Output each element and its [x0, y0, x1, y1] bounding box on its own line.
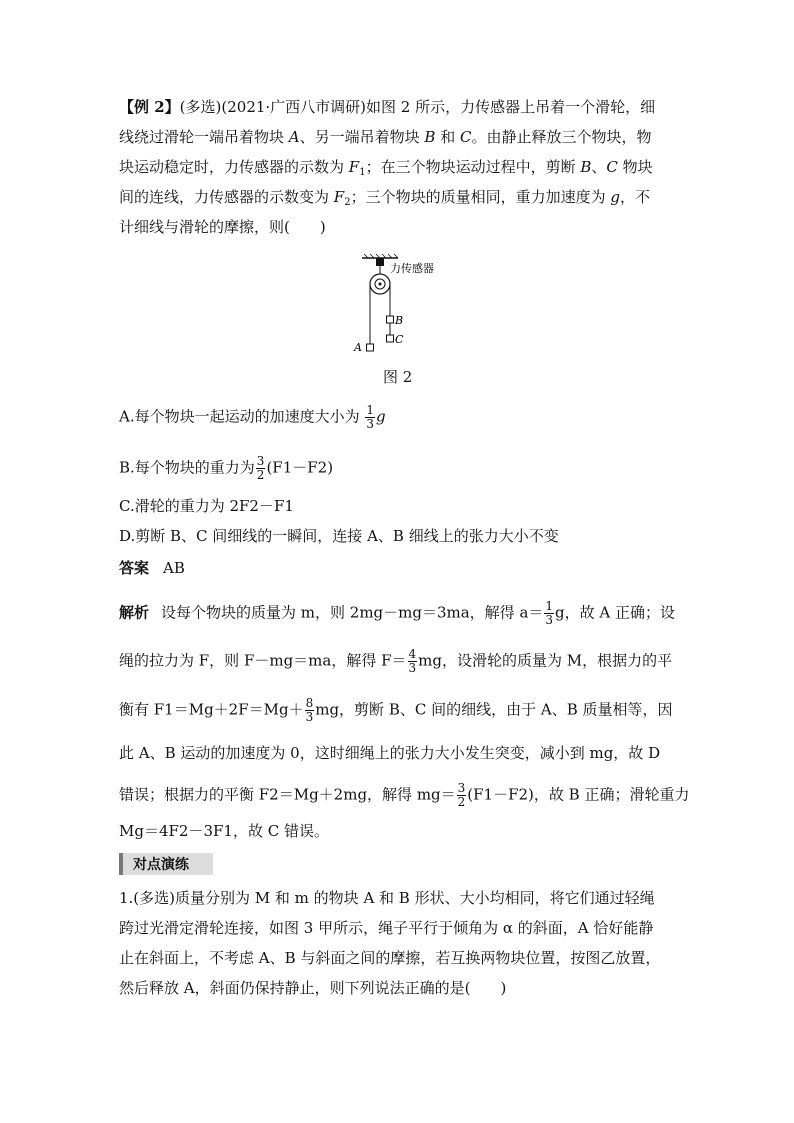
example-line-2: 线绕过滑轮一端吊着物块 A、另一端吊着物块 B 和 C。由静止释放三个物块，物	[119, 128, 652, 146]
example-line-1: 【例 2】(多选)(2021·广西八市调研)如图 2 所示，力传感器上吊着一个滑轮，细	[119, 98, 656, 116]
label-b: B	[395, 314, 404, 327]
pulley-diagram	[340, 252, 460, 364]
example-line-4: 间的连线，力传感器的示数变为 $F_2$；三个物块的质量相同，重力加速度为 g，不	[119, 188, 650, 208]
problem1-line-2: 跨过光滑定滑轮连接，如图 3 甲所示，绳子平行于倾角为 α 的斜面，A 恰好能静	[119, 919, 654, 937]
section-header	[119, 853, 213, 875]
problem1-line-3: 止在斜面上，不考虑 A、B 与斜面之间的摩擦，若互换两物块位置，按图乙放置，	[119, 949, 661, 967]
example-line-3: 块运动稳定时，力传感器的示数为 $F_1$；在三个物块运动过程中，剪断 B、C 物块	[119, 158, 653, 178]
sensor-label: 力传感器	[390, 262, 434, 275]
fraction: $\frac{1}{3}$	[366, 403, 375, 431]
analysis-label: 解析	[119, 603, 150, 622]
analysis-line-5: 错误；根据力的平衡 F2＝Mg＋2mg，解得 mg＝ $\frac{3}{2}$ (F1－F2)，故 B 正确；滑轮重力	[119, 781, 690, 809]
label-a: A	[354, 341, 362, 354]
option-c: C.滑轮的重力为 2F2－F1	[119, 497, 294, 515]
block-b	[387, 316, 394, 323]
option-a: A.每个物块一起运动的加速度大小为 $\frac{1}{3}$ g	[119, 403, 386, 431]
example-tag: 【例 2】	[119, 98, 180, 116]
block-a	[367, 344, 374, 351]
analysis-line-4: 此 A、B 运动的加速度为 0，这时细绳上的张力大小发生突变，减小到 mg，故 D	[119, 744, 661, 762]
analysis-line-2: 绳的拉力为 F，则 F－mg＝ma，解得 F＝ $\frac{4}{3}$ mg，设滑轮的质量为 M，根据力的平	[119, 647, 673, 675]
pulley-figure	[340, 252, 460, 364]
section-title: 对点演练	[133, 857, 189, 873]
analysis-line-6: Mg＝4F2－3F1，故 C 错误。	[119, 822, 329, 840]
fraction: $\frac{3}{2}$	[256, 454, 265, 482]
option-d: D.剪断 B、C 间细线的一瞬间，连接 A、B 细线上的张力大小不变	[119, 527, 559, 545]
analysis-line-1: 解析 设每个物块的质量为 m，则 2mg－mg＝3ma，解得 a＝ $\frac{1}{3}$ g，故 A 正确；设	[119, 599, 676, 627]
option-b: B.每个物块的重力为 $\frac{3}{2}$ (F1－F2)	[119, 454, 334, 482]
analysis-line-3: 衡有 F1＝Mg＋2F＝Mg＋ $\frac{8}{3}$ mg，剪断 B、C 间的细线，由于 A、B 质量相等，因	[119, 696, 673, 724]
answer-label: 答案	[119, 559, 150, 577]
answer-line	[119, 558, 185, 578]
example-line-5: 计细线与滑轮的摩擦，则( )	[119, 218, 326, 236]
problem1-line-4: 然后释放 A，斜面仍保持静止，则下列说法正确的是( )	[119, 979, 507, 997]
answer-value: AB	[163, 559, 185, 577]
problem1-line-1: 1.(多选)质量分别为 M 和 m 的物块 A 和 B 形状、大小均相同，将它们通过轻绳	[119, 889, 655, 907]
figure-caption: 图 2	[383, 368, 413, 386]
label-c: C	[395, 333, 404, 346]
block-c	[387, 335, 394, 342]
